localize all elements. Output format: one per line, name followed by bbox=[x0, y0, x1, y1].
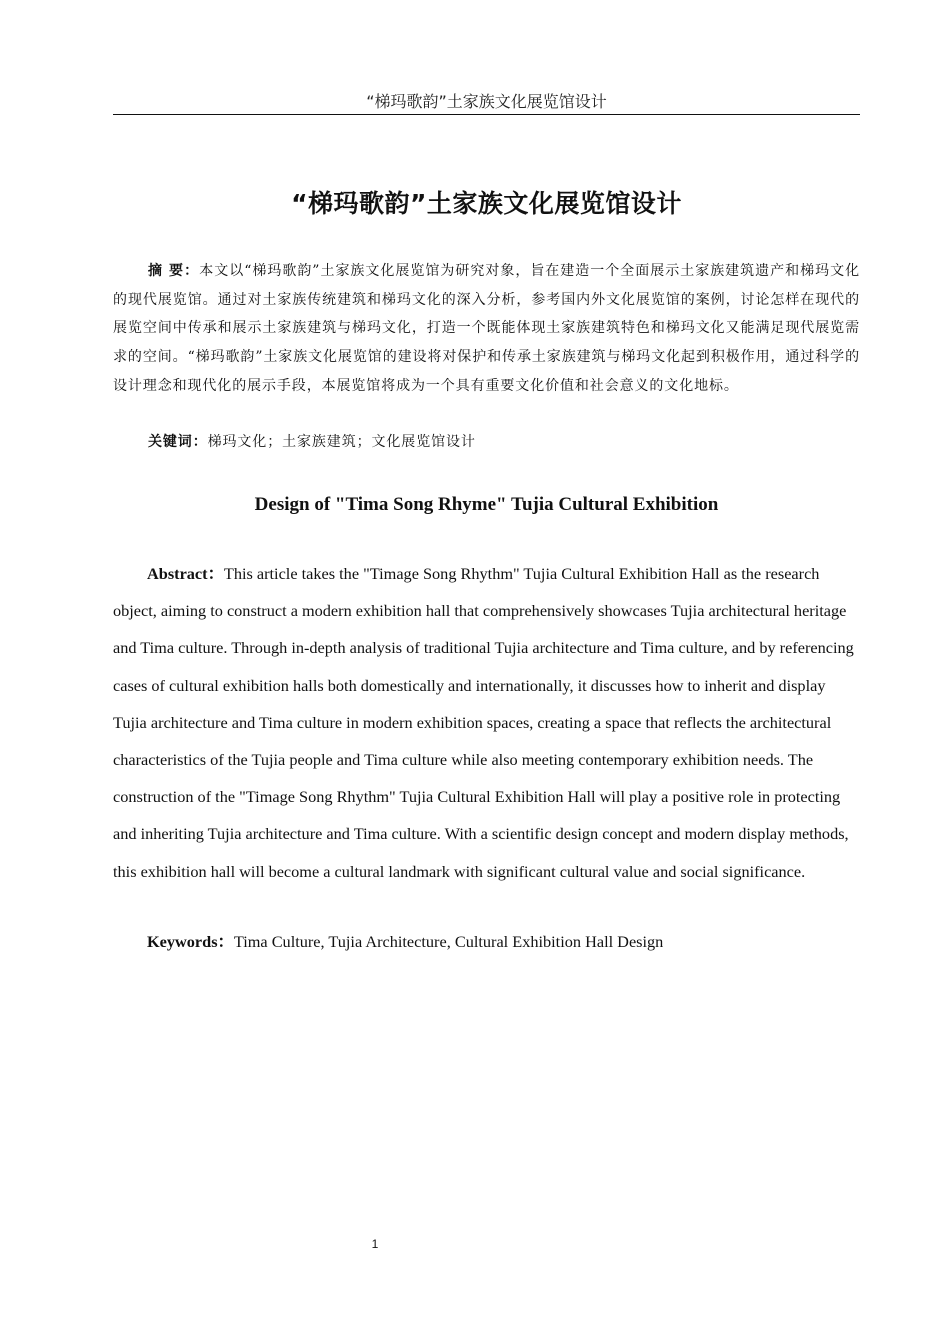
english-keywords-label: Keywords： bbox=[147, 932, 234, 951]
chinese-abstract-text: 本文以“梯玛歌韵”土家族文化展览馆为研究对象，旨在建造一个全面展示土家族建筑遗产和梯玛文化的现代展览馆。通过对土家族传统建筑和梯玛文化的深入分析，参考国内外文化展览馆的案例，讨论怎样在现代的展览空间中传承和展示土家族建筑与梯玛文化，打造一个既能体现土家族建筑特色和梯玛文化又能满足现代展览需求的空间。“梯玛歌韵”土家族文化展览馆的建设将对保护和传承土家族建筑与梯玛文化起到积极作用，通过科学的设计理念和现代化的展示手段，本展览馆将成为一个具有重要文化价值和社会意义的文化地标。 bbox=[113, 263, 860, 394]
running-header: “梯玛歌韵”土家族文化展览馆设计 bbox=[366, 92, 607, 111]
page-number: 1 bbox=[371, 1237, 379, 1251]
english-title: Design of "Tima Song Rhyme" Tujia Cultural Exhibition bbox=[254, 494, 719, 515]
chinese-keywords-label: 关键词： bbox=[148, 434, 208, 450]
header-rule bbox=[113, 114, 860, 115]
chinese-abstract-label: 摘 要： bbox=[148, 263, 200, 279]
english-keywords-text: Tima Culture, Tujia Architecture, Cultural Exhibition Hall Design bbox=[233, 932, 664, 951]
chinese-keywords bbox=[148, 428, 476, 456]
chinese-title: “梯玛歌韵”土家族文化展览馆设计 bbox=[291, 189, 682, 218]
chinese-keywords-text: 梯玛文化；土家族建筑；文化展览馆设计 bbox=[207, 434, 476, 450]
chinese-abstract bbox=[113, 257, 860, 401]
english-keywords bbox=[147, 926, 663, 958]
english-abstract-label: Abstract： bbox=[147, 564, 224, 583]
english-abstract-text: This article takes the "Timage Song Rhythm" Tujia Cultural Exhibition Hall as the research object, aiming to construct a modern exhibition hall that comprehensively showcases Tujia architectural heritage and Tima culture. Through in-depth analysis of traditional Tujia architecture and Tima culture, and by referencing cases of cultural exhibition halls both domestically and internationally, it discusses how to inherit and display Tujia architecture and Tima culture in modern exhibition spaces, creating a space that reflects the architectural characteristics of the Tujia people and Tima culture while also meeting contemporary exhibition needs. The construction of the "Timage Song Rhythm" Tujia Cultural Exhibition Hall will play a positive role in protecting and inheriting Tujia architecture and Tima culture. With a scientific design concept and modern display methods, this exhibition hall will become a cultural landmark with significant cultural value and social significance. bbox=[113, 564, 854, 881]
english-abstract bbox=[113, 555, 860, 890]
